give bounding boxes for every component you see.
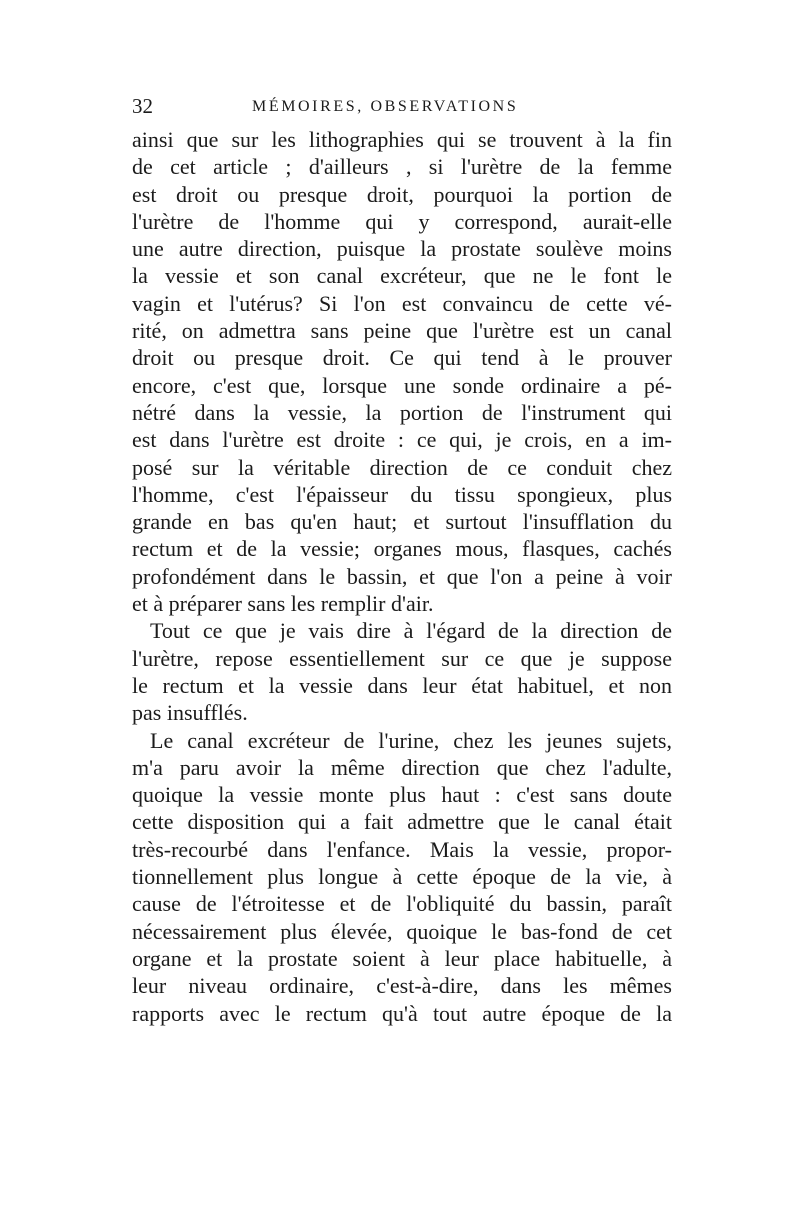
text-line: une autre direction, puisque la prostate soulève moins [132,236,672,262]
text-line: nécessairement plus élevée, quoique le bas-fond de cet [132,918,672,944]
text-line: est dans l'urètre est droite : ce qui, je crois, en a im- [132,427,672,453]
text-line: encore, c'est que, lorsque une sonde ordinaire a pé- [132,372,672,398]
text-line: droit ou presque droit. Ce qui tend à le prouver [132,345,672,371]
text-line: et à préparer sans les remplir d'air. [132,591,434,617]
text-line: tionnellement plus longue à cette époque de la vie, à [132,864,672,890]
text-line: Le canal excréteur de l'urine, chez les jeunes sujets, [150,727,672,753]
text-line: Tout ce que je vais dire à l'égard de la direction de [150,618,672,644]
text-line: ainsi que sur les lithographies qui se trouvent à la fin [132,127,672,152]
text-line: leur niveau ordinaire, c'est-à-dire, dans les mêmes [132,973,672,999]
running-title: MÉMOIRES, OBSERVATIONS [252,98,519,115]
text-line: rité, on admettra sans peine que l'urètre est un canal [132,318,672,344]
text-line: la vessie et son canal excréteur, que ne le font le [132,263,672,289]
text-line: m'a paru avoir la même direction que chez l'adulte, [132,754,672,780]
text-line: pas insufflés. [132,700,248,726]
text-line: rapports avec le rectum qu'à tout autre époque de la [132,1000,672,1026]
body-text [132,126,672,1027]
text-line: grande en bas qu'en haut; et surtout l'insufflation du [132,509,672,535]
text-line: est droit ou presque droit, pourquoi la portion de [132,181,672,207]
text-line: le rectum et la vessie dans leur état habituel, et non [132,672,672,698]
text-line: de cet article ; d'ailleurs , si l'urètre de la femme [132,154,672,180]
text-line: posé sur la véritable direction de ce conduit chez [132,454,672,480]
text-line: profondément dans le bassin, et que l'on a peine à voir [132,563,672,589]
text-line: l'urètre, repose essentiellement sur ce que je suppose [132,645,672,671]
text-line: très-recourbé dans l'enfance. Mais la vessie, propor- [132,836,672,862]
paragraph-2 [132,617,672,726]
text-line: l'urètre de l'homme qui y correspond, aurait-elle [132,208,672,234]
page-number: 32 [132,94,153,118]
text-line: rectum et de la vessie; organes mous, flasques, cachés [132,536,672,562]
paragraph-3 [132,727,672,1027]
text-line: nétré dans la vessie, la portion de l'instrument qui [132,399,672,425]
text-line: quoique la vessie monte plus haut : c'est sans doute [132,782,672,808]
text-line: cette disposition qui a fait admettre que le canal était [132,809,672,835]
text-line: cause de l'étroitesse et de l'obliquité du bassin, paraît [132,891,672,917]
text-line: vagin et l'utérus? Si l'on est convaincu de cette vé- [132,290,672,316]
text-line: l'homme, c'est l'épaisseur du tissu spongieux, plus [132,481,672,507]
text-line: organe et la prostate soient à leur place habituelle, à [132,945,672,971]
running-header [132,94,672,118]
paragraph-1 [132,126,672,617]
